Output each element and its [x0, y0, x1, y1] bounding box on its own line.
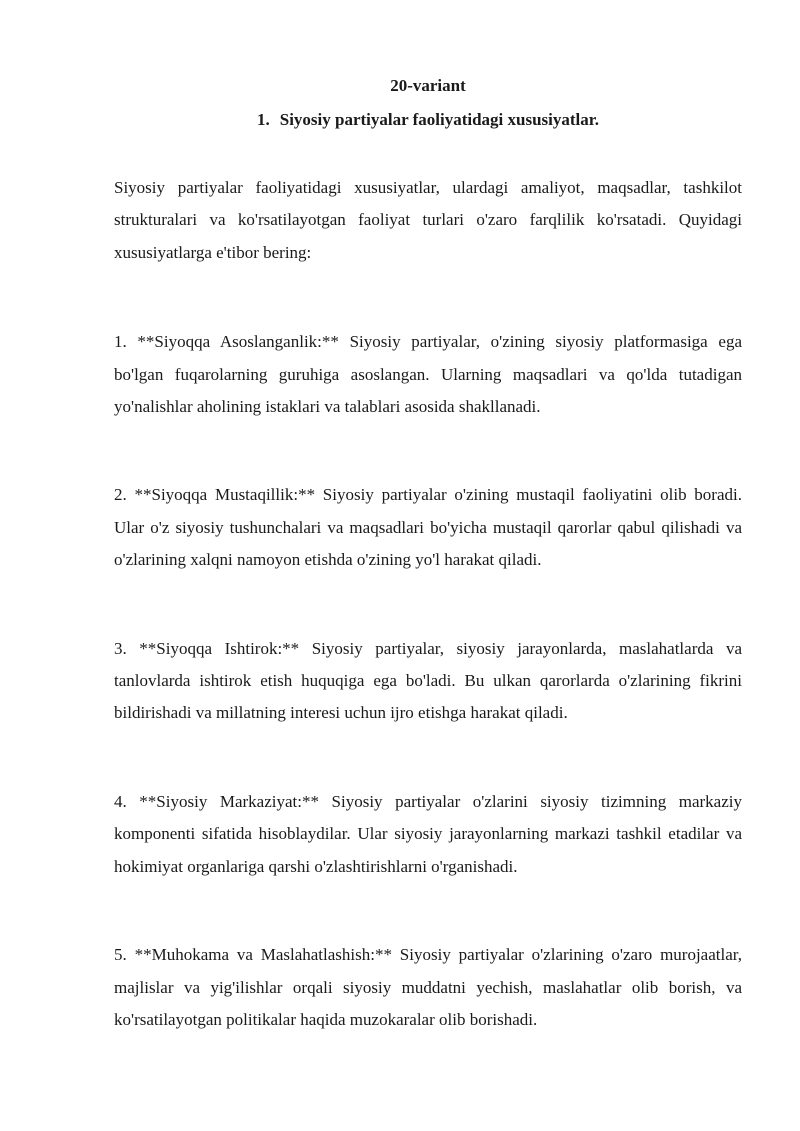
variant-title: 20-variant — [390, 76, 466, 95]
section-heading — [114, 108, 742, 132]
heading-number: 1. — [256, 110, 270, 129]
list-item: 1. **Siyoqqa Asoslanganlik:** Siyosiy partiyalar, o'zining siyosiy platformasiga ega bo'lgan fuqarolarning guruhiga asoslangan. Ularning maqsadlari va qo'lda tutadigan yo'nalishlar aholining istaklari va talablari asosida shakllanadi. — [114, 332, 742, 417]
intro-paragraph: Siyosiy partiyalar faoliyatidagi xususiyatlar, ulardagi amaliyot, maqsadlar, tashkilot strukturalari va ko'rsatilayotgan faoliyat turlari o'zaro farqlilik ko'rsatadi. Quyidagi xususiyatlarga e'tibor bering: — [114, 178, 742, 262]
document-page — [114, 74, 742, 1036]
list-item: 5. **Muhokama va Maslahatlashish:** Siyosiy partiyalar o'zlarining o'zaro murojaatlar, majlislar va yig'ilishlar orqali siyosiy muddatni yechish, maslahatlar olib borish, va ko'rsatilayotgan politikalar haqida muzokaralar olib borishadi. — [114, 945, 742, 1029]
list-item: 3. **Siyoqqa Ishtirok:** Siyosiy partiyalar, siyosiy jarayonlarda, maslahatlarda va tanlovlarda ishtirok etish huquqiga ega bo'ladi. Bu ulkan qarorlarda o'zlarining fikrini bildirishadi va millatning interesi uchun ijro etishga harakat qiladi. — [114, 638, 742, 723]
heading-text: Siyosiy partiyalar faoliyatidagi xususiyatlar. — [279, 110, 599, 129]
list-item: 4. **Siyosiy Markaziyat:** Siyosiy partiyalar o'zlarini siyosiy tizimning markaziy komponenti sifatida hisoblaydilar. Ular siyosiy jarayonlarning markazi tashkil etadilar va hokimiyat organlariga qarshi o'zlashtirishlarni o'rganishadi. — [114, 791, 742, 876]
list-item: 2. **Siyoqqa Mustaqillik:** Siyosiy partiyalar o'zining mustaqil faoliyatini olib boradi. Ular o'z siyosiy tushunchalari va maqsadlari bo'yicha mustaqil qarorlar qabul qilishadi va o'zlarining xalqni namoyon etishda o'zining yo'l harakat qiladi. — [114, 485, 742, 570]
